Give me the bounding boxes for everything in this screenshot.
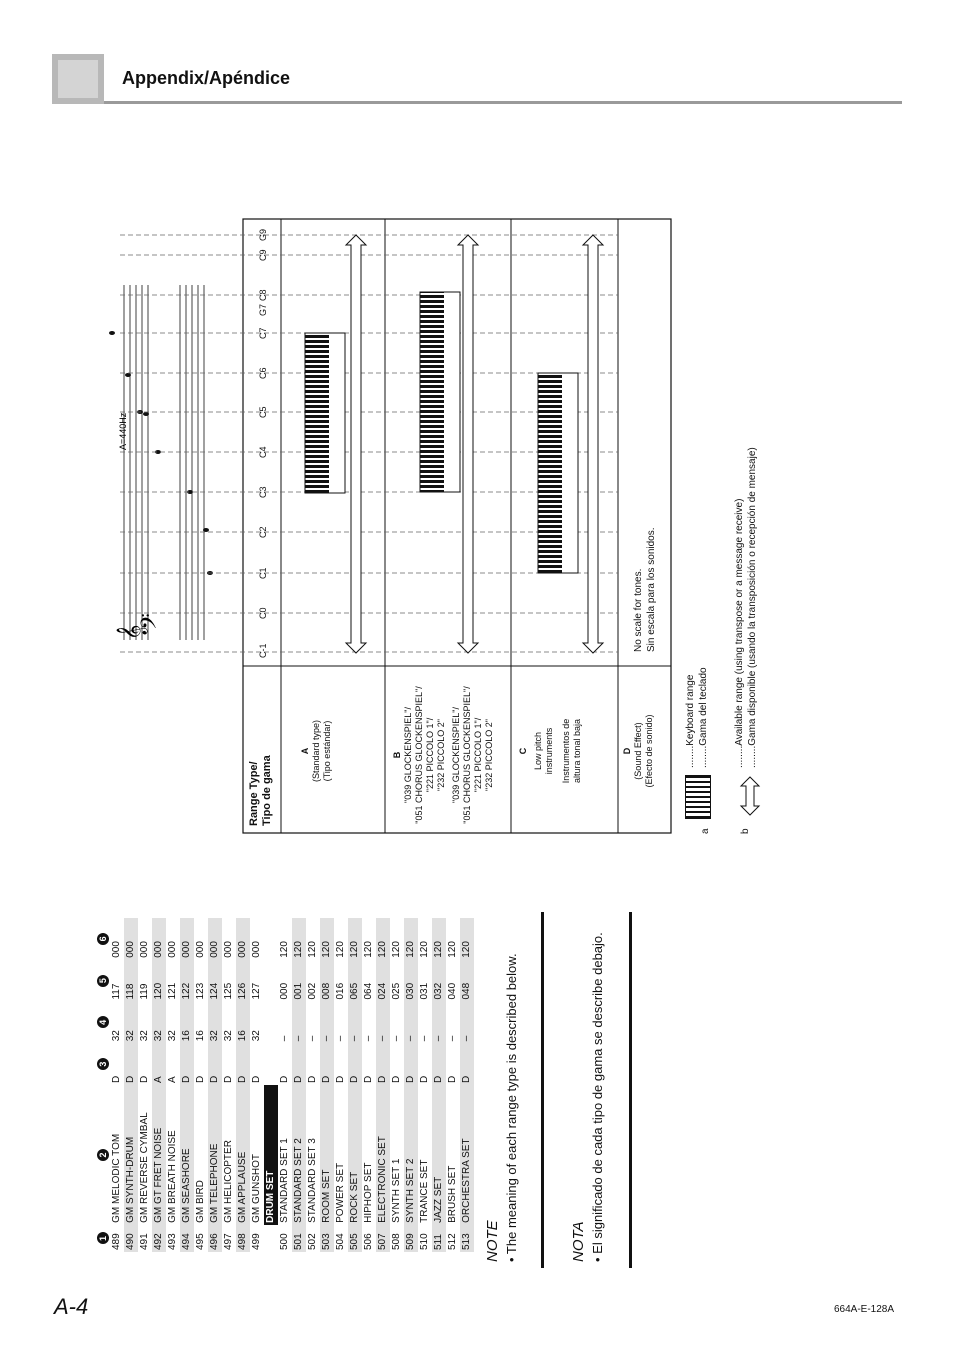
- table-cell: 120: [391, 941, 402, 958]
- table-cell: –: [320, 1002, 334, 1044]
- table-cell: –: [404, 1002, 418, 1044]
- table-cell: 000: [251, 941, 262, 958]
- table-cell: 120: [419, 941, 430, 958]
- table-row: [124, 918, 138, 1252]
- table-cell: 32: [139, 1030, 150, 1042]
- section-title: DRUM SET: [264, 1085, 278, 1225]
- table-cell: 509: [404, 1225, 418, 1252]
- range-c-english: Low pitch instruments: [533, 727, 554, 775]
- column-number-6: 6: [97, 933, 109, 945]
- table-cell: D: [236, 1043, 250, 1085]
- table-cell: 000: [111, 941, 122, 958]
- table-row: [460, 918, 474, 1252]
- table-cell: D: [404, 1043, 418, 1085]
- tone-name: GM BREATH NOISE: [167, 1130, 178, 1223]
- table-cell: 024: [376, 960, 390, 1002]
- range-c-label: C: [518, 747, 528, 755]
- table-cell: 120: [348, 918, 362, 960]
- table-cell: 032: [432, 960, 446, 1002]
- table-cell: D: [180, 1043, 194, 1085]
- tone-name: STANDARD SET 3: [307, 1138, 318, 1223]
- note-rule: [541, 912, 544, 1268]
- table-cell: 120: [335, 941, 346, 958]
- table-cell: D: [124, 1043, 138, 1085]
- header-rule: [104, 101, 902, 104]
- legend-b-letter: b: [740, 828, 751, 834]
- table-cell: 031: [419, 982, 430, 1000]
- note-label: C8: [258, 289, 268, 301]
- a440-label: A=440Hz: [118, 412, 128, 450]
- document-code: 664A-E-128A: [834, 1304, 895, 1315]
- table-row: [348, 918, 362, 1252]
- column-number-2: 2: [97, 1149, 109, 1161]
- table-cell: 510: [419, 1233, 430, 1250]
- table-cell: 507: [376, 1225, 390, 1252]
- table-cell: D: [419, 1075, 430, 1084]
- tone-name: BRUSH SET: [447, 1165, 458, 1223]
- table-row: [292, 918, 306, 1252]
- table-row: [362, 918, 376, 1252]
- tone-name: SYNTH SET 1: [391, 1158, 402, 1223]
- range-a: [300, 676, 333, 826]
- tone-name: GM SEASHORE: [180, 1085, 194, 1225]
- note-label: C2: [258, 526, 268, 538]
- table-cell: 121: [167, 982, 178, 1000]
- table-row: [194, 918, 208, 1252]
- table-cell: 000: [236, 918, 250, 960]
- table-cell: –: [447, 1035, 458, 1042]
- table-cell: 119: [139, 983, 150, 1000]
- table-cell: 000: [223, 941, 234, 958]
- bass-clef-icon: 𝄢: [137, 613, 167, 630]
- table-cell: 120: [320, 918, 334, 960]
- nota-title: NOTA: [570, 1221, 587, 1262]
- table-cell: 120: [363, 941, 374, 958]
- drum-set-section: [264, 918, 278, 1252]
- table-row: [180, 918, 194, 1252]
- table-cell: 495: [195, 1233, 206, 1250]
- table-cell: 000: [124, 918, 138, 960]
- table-cell: 123: [195, 982, 206, 1000]
- table-row: [236, 918, 250, 1252]
- table-cell: D: [279, 1075, 290, 1084]
- tone-name: GM HELICOPTER: [223, 1140, 234, 1223]
- note-label: C4: [258, 446, 268, 458]
- table-cell: 490: [124, 1225, 138, 1252]
- range-b-group-2: "039 GLOCKENSPIEL"/ "051 CHORUS GLOCKENSPIEL"/ "221 PICCOLO 1"/ "232 PICCOLO 2": [451, 686, 494, 824]
- page-number: A-4: [54, 1294, 89, 1319]
- table-row: [376, 918, 390, 1252]
- table-cell: 16: [180, 1002, 194, 1044]
- table-cell: D: [208, 1043, 222, 1085]
- table-cell: 064: [363, 982, 374, 1000]
- table-cell: 000: [180, 918, 194, 960]
- table-cell: 048: [460, 960, 474, 1002]
- range-b-group-1: "039 GLOCKENSPIEL"/ "051 CHORUS GLOCKENSPIEL"/ "221 PICCOLO 1"/ "232 PICCOLO 2": [403, 686, 446, 824]
- range-b-label: B: [392, 751, 402, 759]
- legend-a-letter: a: [700, 828, 711, 834]
- note-text: • The meaning of each range type is described below.: [504, 953, 519, 1262]
- table-cell: 513: [460, 1225, 474, 1252]
- table-cell: A: [167, 1076, 178, 1084]
- table-cell: –: [460, 1002, 474, 1044]
- table-row: [432, 918, 446, 1252]
- table-cell: 16: [195, 1030, 206, 1042]
- note-label: C0: [258, 607, 268, 619]
- table-cell: D: [348, 1043, 362, 1085]
- table-row: [278, 918, 292, 1252]
- table-cell: 120: [292, 918, 306, 960]
- nota-rule: [629, 912, 632, 1268]
- table-cell: 124: [208, 960, 222, 1002]
- range-d-desc: (Sound Effect) (Efecto de sonido): [633, 714, 654, 788]
- table-row: [404, 918, 418, 1252]
- legend-b-text: ........Available range (using transpose or a message receive) ........Gama disponible (usando la transposición o recepción de mensaje): [734, 447, 758, 768]
- table-cell: 120: [152, 960, 166, 1002]
- table-cell: 491: [139, 1233, 150, 1250]
- table-cell: D: [320, 1043, 334, 1085]
- range-c-spanish: Instrumentos de altura tonal baja: [561, 718, 582, 784]
- table-cell: 000: [167, 941, 178, 958]
- keyboard-legend-icon: [685, 775, 711, 819]
- table-cell: 500: [279, 1233, 290, 1250]
- keyboard-range-b: [420, 292, 460, 492]
- table-row: [306, 918, 320, 1252]
- table-cell: 489: [111, 1233, 122, 1250]
- note-title: NOTE: [484, 1220, 501, 1262]
- tone-name: GM GUNSHOT: [251, 1153, 262, 1223]
- table-cell: D: [195, 1075, 206, 1084]
- table-cell: D: [363, 1075, 374, 1084]
- table-cell: 493: [167, 1233, 178, 1250]
- tone-name: ELECTRONIC SET: [376, 1085, 390, 1225]
- note-label: C1: [258, 567, 268, 579]
- table-cell: –: [432, 1002, 446, 1044]
- column-number-1: 1: [97, 1232, 109, 1244]
- table-cell: –: [348, 1002, 362, 1044]
- table-cell: 512: [447, 1233, 458, 1250]
- legend-a-text: ........Keyboard range ........Gama del teclado: [685, 667, 709, 768]
- tone-table-header: [96, 918, 110, 1252]
- range-a-desc: (Standard type) (Tipo estándar): [311, 719, 332, 783]
- table-cell: 000: [279, 982, 290, 1000]
- table-cell: D: [447, 1075, 458, 1084]
- music-staff: [124, 285, 204, 640]
- table-cell: –: [363, 1035, 374, 1042]
- note-spanish: [570, 932, 606, 1262]
- tone-name: GM APPLAUSE: [236, 1085, 250, 1225]
- table-row: [152, 918, 166, 1252]
- table-cell: 496: [208, 1225, 222, 1252]
- range-c: [518, 676, 583, 826]
- range-d: [622, 676, 655, 826]
- table-cell: D: [391, 1075, 402, 1084]
- nota-text: • El significado de cada tipo de gama se describe debajo.: [590, 932, 605, 1262]
- tone-name: ORCHESTRA SET: [460, 1085, 474, 1225]
- table-row: [334, 918, 348, 1252]
- table-cell: 120: [432, 918, 446, 960]
- table-cell: A: [152, 1043, 166, 1085]
- table-cell: D: [460, 1043, 474, 1085]
- table-row: [320, 918, 334, 1252]
- table-cell: 501: [292, 1225, 306, 1252]
- treble-clef-icon: 𝄞: [117, 624, 147, 640]
- tone-name: ROCK SET: [348, 1085, 362, 1225]
- table-cell: 040: [447, 982, 458, 1000]
- table-cell: D: [335, 1075, 346, 1084]
- header-decoration-inner: [58, 60, 98, 98]
- range-d-note: No scale for tones. Sin escala para los sonidos.: [633, 527, 657, 652]
- table-cell: 506: [363, 1233, 374, 1250]
- table-cell: 126: [236, 960, 250, 1002]
- note-label: C3: [258, 486, 268, 498]
- tone-name: STANDARD SET 1: [279, 1138, 290, 1223]
- table-cell: 120: [404, 918, 418, 960]
- table-cell: 504: [335, 1233, 346, 1250]
- note-label: C7: [258, 327, 268, 339]
- table-cell: –: [335, 1035, 346, 1042]
- note-label: C5: [258, 406, 268, 418]
- keyboard-range-c: [538, 373, 578, 573]
- table-cell: 000: [208, 918, 222, 960]
- table-cell: 008: [320, 960, 334, 1002]
- tone-name: GM GT FRET NOISE: [152, 1085, 166, 1225]
- tone-name: JAZZ SET: [432, 1085, 446, 1225]
- range-a-label: A: [300, 747, 310, 755]
- table-row: [250, 918, 264, 1252]
- table-cell: 120: [460, 918, 474, 960]
- table-cell: 125: [223, 982, 234, 1000]
- table-cell: 025: [391, 982, 402, 1000]
- table-cell: 32: [167, 1030, 178, 1042]
- table-cell: 120: [376, 918, 390, 960]
- table-cell: 503: [320, 1225, 334, 1252]
- tone-name: HIPHOP SET: [363, 1162, 374, 1223]
- table-cell: 117: [111, 983, 122, 1000]
- table-row: [390, 918, 404, 1252]
- table-row: [418, 918, 432, 1252]
- table-cell: –: [419, 1035, 430, 1042]
- table-cell: 32: [124, 1002, 138, 1044]
- table-cell: 32: [111, 1030, 122, 1042]
- table-cell: D: [139, 1075, 150, 1084]
- table-row: [208, 918, 222, 1252]
- table-cell: D: [432, 1043, 446, 1085]
- table-cell: 497: [223, 1233, 234, 1250]
- table-cell: –: [292, 1002, 306, 1044]
- table-cell: D: [307, 1075, 318, 1084]
- table-cell: 065: [348, 960, 362, 1002]
- table-cell: 499: [251, 1233, 262, 1250]
- table-cell: –: [279, 1035, 290, 1042]
- table-cell: D: [111, 1075, 122, 1084]
- table-cell: 32: [223, 1030, 234, 1042]
- table-cell: 120: [279, 941, 290, 958]
- tone-name: GM SYNTH-DRUM: [124, 1085, 138, 1225]
- table-cell: 498: [236, 1225, 250, 1252]
- staff-notes: [100, 293, 213, 575]
- note-label: C6: [258, 367, 268, 379]
- table-cell: D: [251, 1075, 262, 1084]
- table-cell: 492: [152, 1225, 166, 1252]
- table-cell: 16: [236, 1002, 250, 1044]
- column-number-4: 4: [97, 1016, 109, 1028]
- table-row: [110, 918, 124, 1252]
- table-cell: 505: [348, 1225, 362, 1252]
- tone-name: GM REVERSE CYMBAL: [139, 1112, 150, 1223]
- tone-table: [96, 918, 474, 1252]
- note-label: C9: [258, 249, 268, 261]
- table-cell: 32: [208, 1002, 222, 1044]
- table-cell: 508: [391, 1233, 402, 1250]
- range-b: [392, 680, 495, 830]
- table-row: [138, 918, 152, 1252]
- table-cell: 494: [180, 1225, 194, 1252]
- table-cell: 32: [152, 1002, 166, 1044]
- note-english: [484, 932, 520, 1262]
- table-cell: 511: [432, 1225, 446, 1252]
- table-cell: 000: [152, 918, 166, 960]
- note-label: C-1: [258, 643, 268, 658]
- table-cell: 030: [404, 960, 418, 1002]
- keyboard-range-a: [305, 333, 345, 493]
- table-cell: –: [376, 1002, 390, 1044]
- tone-name: GM TELEPHONE: [208, 1085, 222, 1225]
- column-number-5: 5: [97, 975, 109, 987]
- table-cell: –: [307, 1035, 318, 1042]
- table-row: [222, 918, 236, 1252]
- note-label: G7: [258, 303, 268, 316]
- table-cell: 001: [292, 960, 306, 1002]
- table-cell: 127: [251, 982, 262, 1000]
- table-cell: 000: [139, 941, 150, 958]
- page-title: Appendix/Apéndice: [122, 68, 291, 88]
- tone-name: STANDARD SET 2: [292, 1085, 306, 1225]
- table-cell: 32: [251, 1030, 262, 1042]
- table-cell: D: [223, 1075, 234, 1084]
- table-cell: 120: [447, 941, 458, 958]
- table-cell: D: [376, 1043, 390, 1085]
- table-cell: 122: [180, 960, 194, 1002]
- tone-name: GM MELODIC TOM: [111, 1133, 122, 1223]
- range-arrow-legend-icon: [739, 776, 761, 816]
- table-cell: 000: [195, 941, 206, 958]
- table-cell: 502: [307, 1233, 318, 1250]
- tone-name: SYNTH SET 2: [404, 1085, 418, 1225]
- range-type-header: Range Type/ Tipo de gama: [248, 755, 273, 826]
- table-cell: 118: [124, 960, 138, 1002]
- table-cell: 002: [307, 982, 318, 1000]
- tone-name: TRANCE SET: [419, 1159, 430, 1223]
- table-cell: 016: [335, 982, 346, 1000]
- tone-name: GM BIRD: [195, 1180, 206, 1223]
- column-number-3: 3: [97, 1058, 109, 1070]
- tone-name: ROOM SET: [320, 1085, 334, 1225]
- table-cell: 120: [307, 941, 318, 958]
- note-label: G9: [258, 228, 268, 241]
- range-d-label: D: [622, 747, 632, 755]
- table-row: [446, 918, 460, 1252]
- table-row: [166, 918, 180, 1252]
- table-cell: –: [391, 1035, 402, 1042]
- table-cell: D: [292, 1043, 306, 1085]
- tone-name: POWER SET: [335, 1162, 346, 1223]
